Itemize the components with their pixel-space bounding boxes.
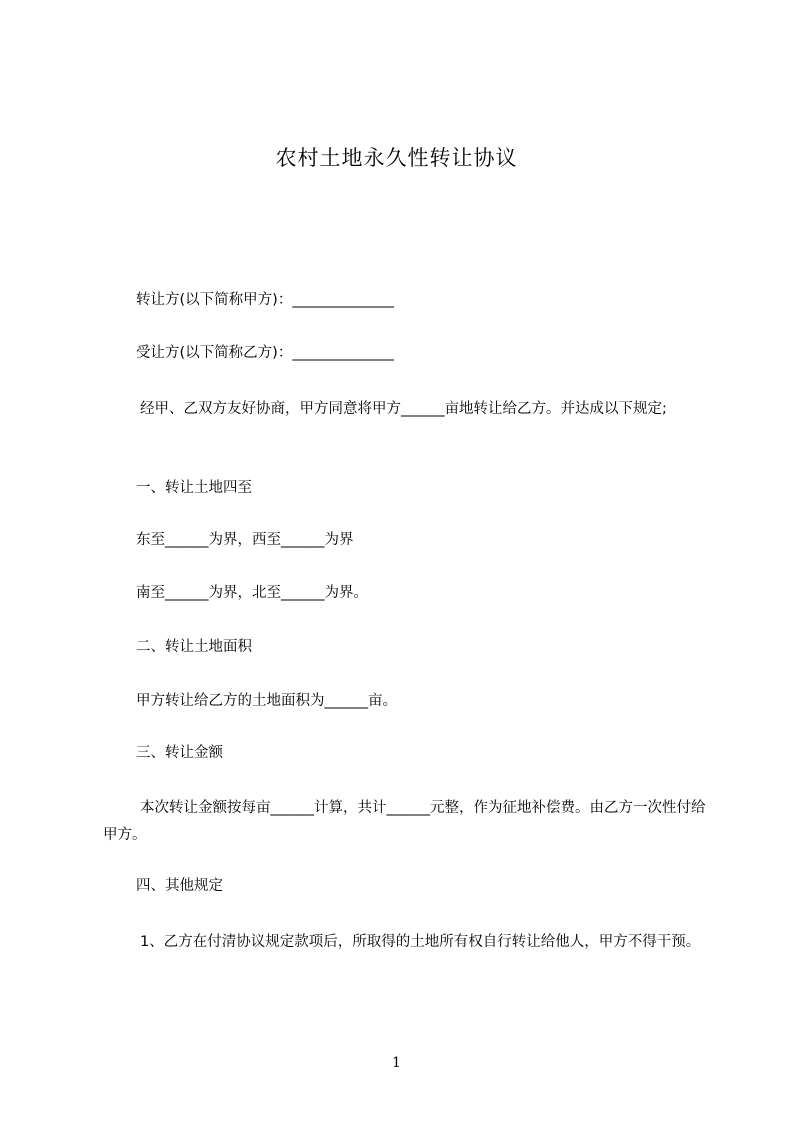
transferee-line: 受让方(以下简称乙方)：______________ [136,345,394,361]
page-number: 1 [392,1055,401,1071]
section1-boundary-south-north: 南至______为界，北至______为界。 [136,585,368,601]
section2-heading: 二、转让土地面积 [136,639,252,655]
section4-item1: 1、乙方在付清协议规定款项后，所取得的土地所有权自行转让给他人，甲方不得干预。 [140,934,701,950]
section1-heading: 一、转让土地四至 [136,480,252,496]
section2-text: 甲方转让给乙方的土地面积为______亩。 [136,693,397,709]
section4-heading: 四、其他规定 [136,878,223,894]
section3-heading: 三、转让金额 [136,745,223,761]
transferor-line: 转让方(以下简称甲方)：______________ [136,292,394,308]
document-title: 农村土地永久性转让协议 [275,146,518,170]
section3-text: 本次转让金额按每亩______计算，共计______元整，作为征地补偿费。由乙方一次性付给甲方。 [103,800,706,843]
intro-paragraph: 经甲、乙双方友好协商，甲方同意将甲方______亩地转让给乙方。并达成以下规定; [140,401,667,417]
section1-boundary-east-west: 东至______为界，西至______为界 [136,532,354,548]
